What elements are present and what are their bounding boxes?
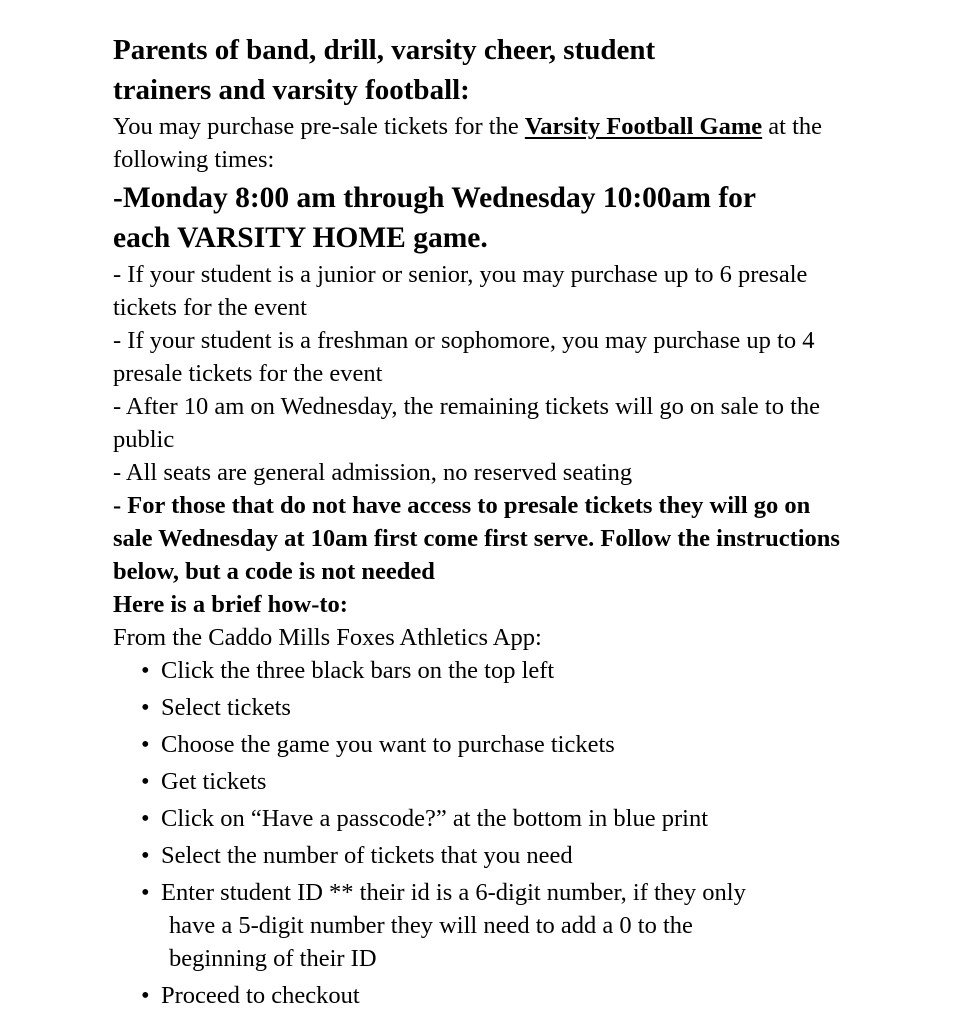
- heading: [113, 30, 843, 110]
- bold-note-dash: -: [113, 492, 128, 519]
- howto-intro: From the Caddo Mills Foxes Athletics App:: [113, 624, 542, 651]
- bullet-icon: •: [141, 805, 150, 832]
- intro-prefix: You may purchase pre-sale tickets for the: [113, 113, 525, 140]
- step-text-continuation: have a 5-digit number they will need to add a 0 to the: [169, 912, 693, 939]
- schedule: [113, 178, 843, 258]
- step-item: [141, 802, 843, 835]
- rule-1: - If your student is a junior or senior, you may purchase up to 6 presale tickets for the event: [113, 261, 808, 321]
- step-item: [141, 765, 843, 798]
- rule-3: - After 10 am on Wednesday, the remaining tickets will go on sale to the public: [113, 393, 820, 453]
- rule-4: - All seats are general admission, no reserved seating: [113, 459, 633, 486]
- bold-note: [113, 489, 843, 588]
- bullet-icon: •: [141, 731, 150, 758]
- step-item: [141, 691, 843, 724]
- step-text: Select tickets: [161, 694, 291, 721]
- varsity-football-game-label: Varsity Football Game: [524, 113, 763, 140]
- step-item: [141, 654, 843, 687]
- step-item: [141, 876, 843, 975]
- document: [113, 30, 843, 1016]
- step-text: Click the three black bars on the top left: [161, 657, 555, 684]
- bullet-icon: •: [141, 768, 150, 795]
- step-text: Enter student ID ** their id is a 6-digit number, if they only: [161, 879, 746, 906]
- step-item: [141, 839, 843, 872]
- steps-list: [113, 654, 843, 1012]
- schedule-line-2: each VARSITY HOME game.: [113, 222, 488, 254]
- howto-heading: Here is a brief how-to:: [113, 591, 348, 618]
- rule-2: - If your student is a freshman or sophomore, you may purchase up to 4 presale tickets for the event: [113, 327, 815, 387]
- heading-line-2: trainers and varsity football:: [113, 74, 470, 106]
- step-text: Get tickets: [161, 768, 267, 795]
- bullet-icon: •: [141, 842, 150, 869]
- intro-suffix: at the following times:: [113, 113, 823, 173]
- step-text: Proceed to checkout: [161, 982, 360, 1009]
- intro-paragraph: [113, 110, 843, 176]
- schedule-line-1: -Monday 8:00 am through Wednesday 10:00am for: [113, 182, 757, 214]
- step-text: Click on “Have a passcode?” at the bottom in blue print: [161, 805, 709, 832]
- bullet-icon: •: [141, 982, 150, 1009]
- bold-note-text: For those that do not have access to presale tickets they will go on sale Wednesday at 10am first come first serve. Follow the instructions below, but a code is not needed: [113, 492, 840, 585]
- bullet-icon: •: [141, 694, 150, 721]
- bullet-icon: •: [141, 879, 150, 906]
- bullet-icon: •: [141, 657, 150, 684]
- step-item: [141, 979, 843, 1012]
- step-text-continuation: beginning of their ID: [169, 945, 377, 972]
- step-text: Select the number of tickets that you need: [161, 842, 573, 869]
- heading-line-1: Parents of band, drill, varsity cheer, student: [113, 34, 656, 66]
- step-item: [141, 728, 843, 761]
- step-text: Choose the game you want to purchase tickets: [161, 731, 615, 758]
